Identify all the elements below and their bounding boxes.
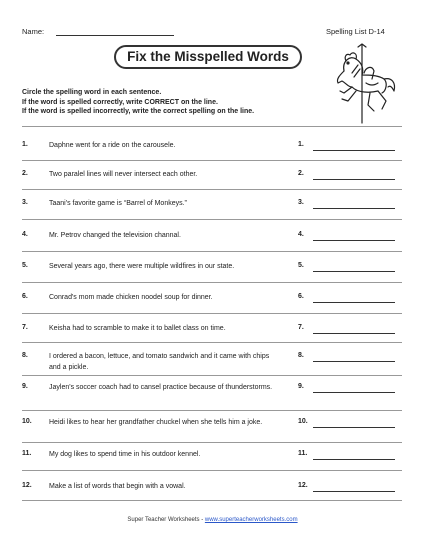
question-text: Two paralel lines will never intersect each other. — [49, 171, 198, 178]
answer-line[interactable] — [313, 491, 395, 492]
answer-number: 6. — [298, 293, 304, 300]
carousel-horse-icon — [322, 43, 402, 125]
divider — [22, 160, 402, 161]
answer-line[interactable] — [313, 333, 395, 334]
question-number: 6. — [22, 293, 28, 300]
question-text: Mr. Petrov changed the television channal. — [49, 232, 181, 239]
answer-number: 7. — [298, 324, 304, 331]
divider — [22, 442, 402, 443]
question-text: Several years ago, there were multiple wildfires in our state. — [49, 263, 235, 270]
divider — [22, 410, 402, 411]
answer-number: 5. — [298, 262, 304, 269]
name-line — [56, 35, 174, 36]
answer-number: 3. — [298, 199, 304, 206]
answer-number: 1. — [298, 141, 304, 148]
question-number: 12. — [22, 482, 32, 489]
question-number: 4. — [22, 231, 28, 238]
question-text: I ordered a bacon, lettuce, and tomato sandwich and it came with chips and a pickle. — [49, 353, 270, 371]
answer-line[interactable] — [313, 427, 395, 428]
divider — [22, 189, 402, 190]
question-text: My dog likes to spend time in his outdoor kennel. — [49, 451, 201, 458]
question-number: 7. — [22, 324, 28, 331]
footer-text: Super Teacher Worksheets - — [127, 517, 205, 523]
divider — [22, 342, 402, 343]
divider — [22, 282, 402, 283]
answer-number: 9. — [298, 383, 304, 390]
question-number: 1. — [22, 141, 28, 148]
question-text: Make a list of words that begin with a vowal. — [49, 483, 186, 490]
question-number: 8. — [22, 352, 28, 359]
divider — [22, 219, 402, 220]
question-number: 10. — [22, 418, 32, 425]
answer-line[interactable] — [313, 208, 395, 209]
answer-line[interactable] — [313, 150, 395, 151]
question-text: Heidi likes to hear her grandfather chuckel when she tells him a joke. — [49, 419, 263, 426]
answer-line[interactable] — [313, 361, 395, 362]
question-number: 3. — [22, 199, 28, 206]
answer-line[interactable] — [313, 271, 395, 272]
divider — [22, 375, 402, 376]
question-text: Conrad's mom made chicken noodel soup for dinner. — [49, 294, 213, 301]
divider — [22, 251, 402, 252]
footer — [0, 517, 425, 523]
instructions — [22, 88, 332, 117]
instruction-line: If the word is spelled correctly, write CORRECT on the line. — [22, 98, 218, 106]
answer-number: 2. — [298, 170, 304, 177]
question-number: 11. — [22, 450, 32, 457]
answer-line[interactable] — [313, 459, 395, 460]
question-text: Taani's favorite game is “Barrel of Monkeys.” — [49, 200, 187, 207]
question-text: Keisha had to scramble to make it to ballet class on time. — [49, 325, 226, 332]
answer-line[interactable] — [313, 179, 395, 180]
answer-number: 11. — [298, 450, 308, 457]
divider — [22, 470, 402, 471]
answer-number: 4. — [298, 231, 304, 238]
answer-line[interactable] — [313, 392, 395, 393]
answer-number: 10. — [298, 418, 308, 425]
footer-link[interactable]: www.superteacherworksheets.com — [204, 517, 298, 523]
instruction-line: If the word is spelled incorrectly, write the correct spelling on the line. — [22, 108, 255, 116]
name-label: Name: — [22, 27, 45, 36]
question-text: Jaylen's soccer coach had to cansel practice because of thunderstorms. — [49, 384, 273, 391]
divider — [22, 313, 402, 314]
spelling-list-label: Spelling List D-14 — [326, 27, 385, 36]
question-text: Daphne went for a ride on the carousele. — [49, 142, 176, 149]
answer-line[interactable] — [313, 240, 395, 241]
question-number: 5. — [22, 262, 28, 269]
answer-number: 8. — [298, 352, 304, 359]
instruction-line: Circle the spelling word in each sentence. — [22, 89, 162, 96]
question-number: 2. — [22, 170, 28, 177]
divider — [22, 126, 402, 127]
answer-number: 12. — [298, 482, 308, 489]
question-number: 9. — [22, 383, 28, 390]
worksheet-title: Fix the Misspelled Words — [114, 45, 302, 69]
divider — [22, 500, 402, 501]
answer-line[interactable] — [313, 302, 395, 303]
